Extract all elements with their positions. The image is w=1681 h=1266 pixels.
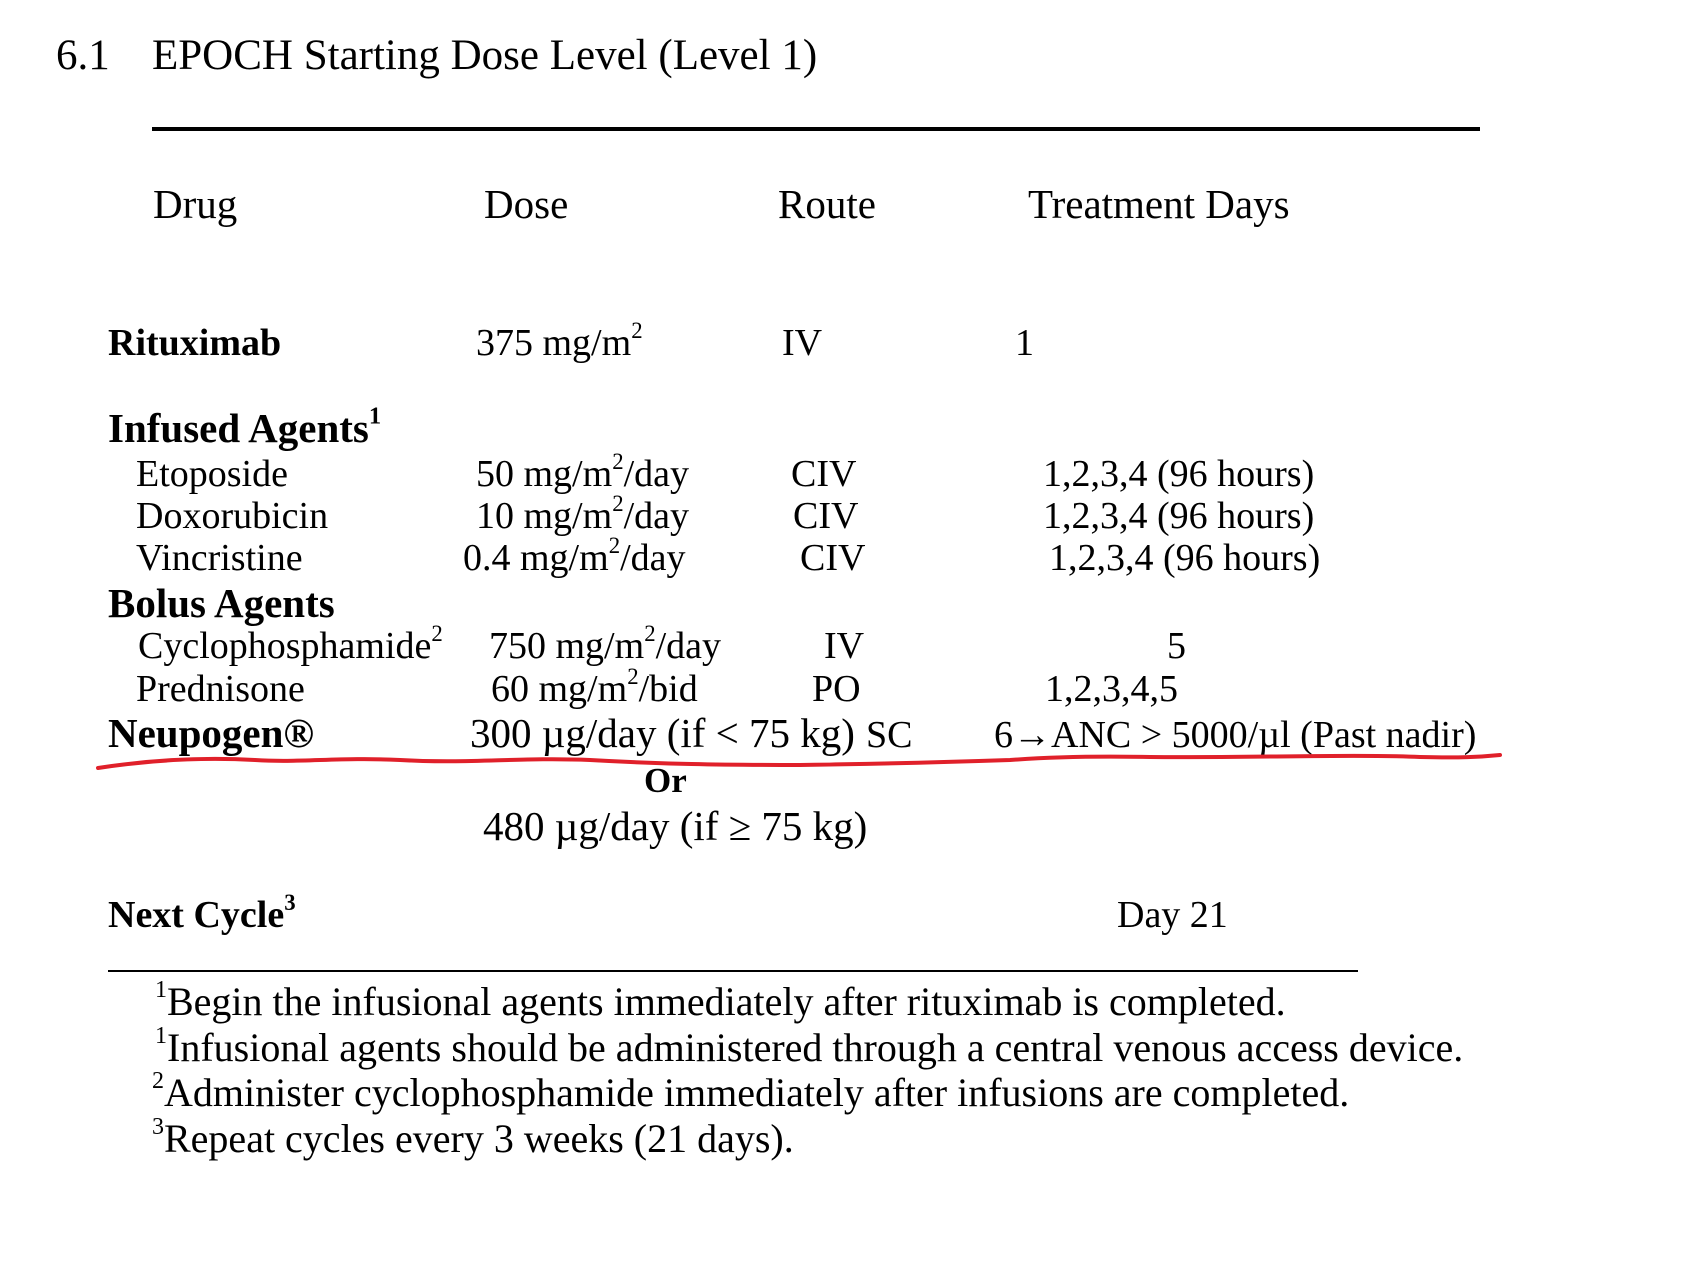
neupogen-or-separator: Or [644,761,687,800]
dose-doxorubicin: 10 $mg/m^2$/day [476,490,690,537]
days-rituximab: 1 [1015,322,1034,364]
route-vincristine: CIV [800,537,866,579]
route-prednisone: PO [812,668,861,710]
drug-rituximab: Rituximab [108,322,282,364]
next-cycle-days: Day 21 [1117,894,1228,936]
dose-neupogen: 300 µg/day (if < 75 kg) [470,710,855,756]
drug-prednisone: Prednisone [136,668,305,710]
drug-doxorubicin: Doxorubicin [136,495,329,537]
drug-etoposide: Etoposide [136,453,288,495]
footnote-1b: $^1$Infusional agents should be administered through a central venous access device. [155,1023,1464,1070]
dose-vincristine: 0.4 $mg/m^2$/day [463,532,686,579]
section-title: EPOCH Starting Dose Level (Level 1) [152,32,818,79]
days-etoposide: 1,2,3,4 (96 hours) [1043,453,1315,495]
column-header-route: Route [778,181,876,227]
group-header-infused-agents: Infused Agents$^1$ [108,402,382,451]
days-prednisone: 1,2,3,4,5 [1045,668,1178,710]
column-header-dose: Dose [484,181,569,227]
section-number: 6.1 [56,32,110,79]
dose-cyclophosphamide: 750 $mg/m^2$/day [489,620,722,667]
footnote-rule [108,970,1358,972]
next-cycle-label: Next Cycle$^3$ [108,889,296,936]
drug-neupogen: Neupogen® [108,710,315,756]
days-doxorubicin: 1,2,3,4 (96 hours) [1043,495,1315,537]
header-top-rule [152,127,1480,131]
days-vincristine: 1,2,3,4 (96 hours) [1049,537,1321,579]
dose-neupogen-alt: 480 µg/day (if ≥ 75 kg) [483,803,868,849]
days-neupogen: 6→ANC > 5000/µl (Past nadir) [994,714,1477,756]
footnote-2: $^2$Administer cyclophosphamide immediately after infusions are completed. [152,1068,1350,1115]
route-rituximab: IV [782,322,823,364]
dose-etoposide: 50 $mg/m^2$/day [476,448,690,495]
dose-prednisone: 60 $mg/m^2$/bid [491,663,698,710]
drug-cyclophosphamide: Cyclophosphamide$^2$ [138,620,443,667]
dose-rituximab: 375 $mg/m^2$ [476,317,643,364]
days-cyclophosphamide: 5 [1167,625,1186,667]
route-neupogen: SC [866,714,913,756]
footnote-1a: $^1$Begin the infusional agents immediately after rituximab is completed. [155,977,1286,1024]
group-header-bolus-agents: Bolus Agents [108,580,335,626]
footnote-3: $^3$Repeat cycles every 3 weeks (21 days). [152,1114,794,1161]
route-cyclophosphamide: IV [824,625,865,667]
route-etoposide: CIV [791,453,857,495]
column-header-treatment-days: Treatment Days [1028,181,1290,227]
drug-vincristine: Vincristine [136,537,303,579]
column-header-drug: Drug [153,181,238,227]
route-doxorubicin: CIV [793,495,859,537]
